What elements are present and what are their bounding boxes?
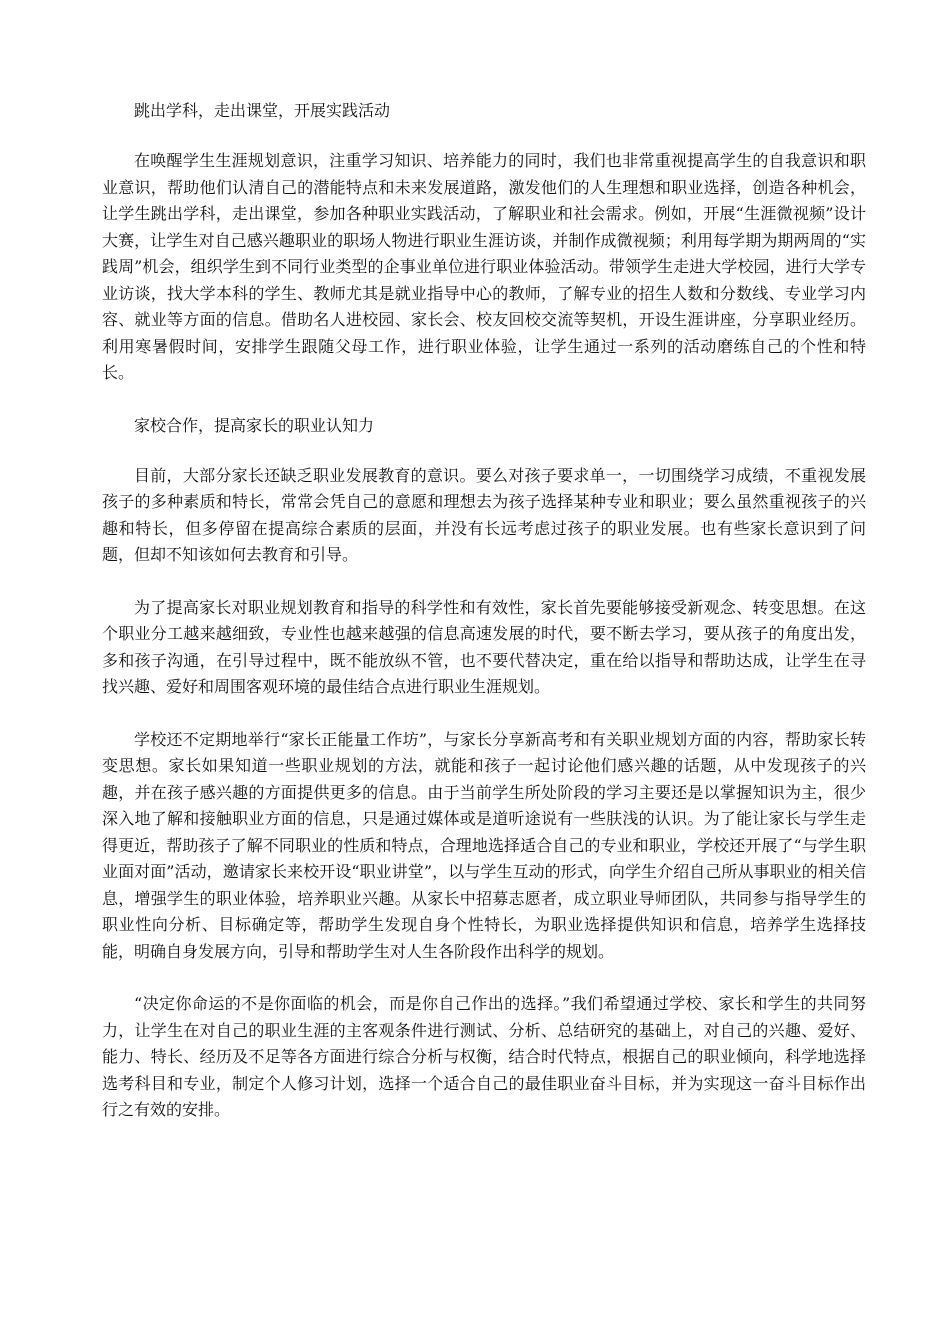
spacer — [102, 701, 866, 727]
section-heading-practice: 跳出学科，走出课堂，开展实践活动 — [134, 101, 391, 120]
paragraph-parent-awareness: 目前，大部分家长还缺乏职业发展教育的意识。要么对孩子要求单一，一切围绕学习成绩，不重视发展孩子的多种素质和特长，常常会凭自己的意愿和理想去为孩子选择某种专业和职业；要么虽然重视孩子的兴趣和特长，但多停留在提高综合素质的层面，并没有长远考虑过孩子的职业发展。也有些家长意识到了问题，但却不知该如何去教育和引导。 — [102, 465, 866, 564]
paragraph-parent-workshop: 学校还不定期地举行“家长正能量工作坊”，与家长分享新高考和有关职业规划方面的内容，帮助家长转变思想。家长如果知道一些职业规划的方法，就能和孩子一起讨论他们感兴趣的话题，从中发现孩子的兴趣，并在孩子感兴趣的方面提供更多的信息。由于当前学生所处阶段的学习主要还是以掌握知识为主，很少深入地了解和接触职业方面的信息，只是通过媒体或是道听途说有一些肤浅的认识。为了能让家长与学生走得更近，帮助孩子了解不同职业的性质和特点，合理地选择适合自己的专业和职业，学校还开展了“与学生职业面对面”活动，邀请家长来校开设“职业讲堂”，以与学生互动的形式，向学生介绍自己所从事职业的相关信息，增强学生的职业体验，培养职业兴趣。从家长中招募志愿者，成立职业导师团队，共同参与指导学生的职业性向分析、目标确定等，帮助学生发现自身个性特长，为职业选择提供知识和信息，培养学生选择技能，明确自身发展方向，引导和帮助学生对人生各阶段作出科学的规划。 — [102, 729, 866, 961]
spacer — [102, 569, 866, 595]
paragraph-parent-guidance: 为了提高家长对职业规划教育和指导的科学性和有效性，家长首先要能够接受新观念、转变思想。在这个职业分工越来越细致，专业性也越来越强的信息高速发展的时代，要不断去学习，要从孩子的角度出发，多和孩子沟通，在引导过程中，既不能放纵不管，也不要代替决定，重在给以指导和帮助达成，让学生在寻找兴趣、爱好和周围客观环境的最佳结合点进行职业生涯规划。 — [102, 597, 866, 696]
paragraph-practice-activities: 在唤醒学生生涯规划意识，注重学习知识、培养能力的同时，我们也非常重视提高学生的自我意识和职业意识，帮助他们认清自己的潜能特点和未来发展道路，激发他们的人生理想和职业选择，创造各种机会，让学生跳出学科，走出课堂，参加各种职业实践活动，了解职业和社会需求。例如，开展“生涯微视频”设计大赛，让学生对自己感兴趣职业的职场人物进行职业生涯访谈，并制作成微视频；利用每学期为期两周的“实践周”机会，组织学生到不同行业类型的企事业单位进行职业体验活动。带领学生走进大学校园，进行大学专业访谈，找大学本科的学生、教师尤其是就业指导中心的教师，了解专业的招生人数和分数线、专业学习内容、就业等方面的信息。借助名人进校园、家长会、校友回校交流等契机，开设生涯讲座，分享职业经历。利用寒暑假时间，安排学生跟随父母工作，进行职业体验，让学生通过一系列的活动磨练自己的个性和特长。 — [102, 151, 866, 382]
spacer — [102, 124, 866, 148]
spacer — [102, 965, 866, 991]
document-page — [102, 98, 866, 1124]
spacer — [102, 387, 866, 413]
section-heading-home-school: 家校合作，提高家长的职业认知力 — [134, 415, 375, 435]
paragraph-conclusion: “决定你命运的不是你面临的机会，而是你自己作出的选择。”我们希望通过学校、家长和学生的共同努力，让学生在对自己的职业生涯的主客观条件进行测试、分析、总结研究的基础上，对自己的兴趣、爱好、能力、特长、经历及不足等各方面进行综合分析与权衡，结合时代特点，根据自己的职业倾向，科学地选择选考科目和专业，制定个人修习计划，选择一个适合自己的最佳职业奋斗目标，并为实现这一奋斗目标作出行之有效的安排。 — [102, 994, 866, 1119]
spacer — [102, 439, 866, 463]
